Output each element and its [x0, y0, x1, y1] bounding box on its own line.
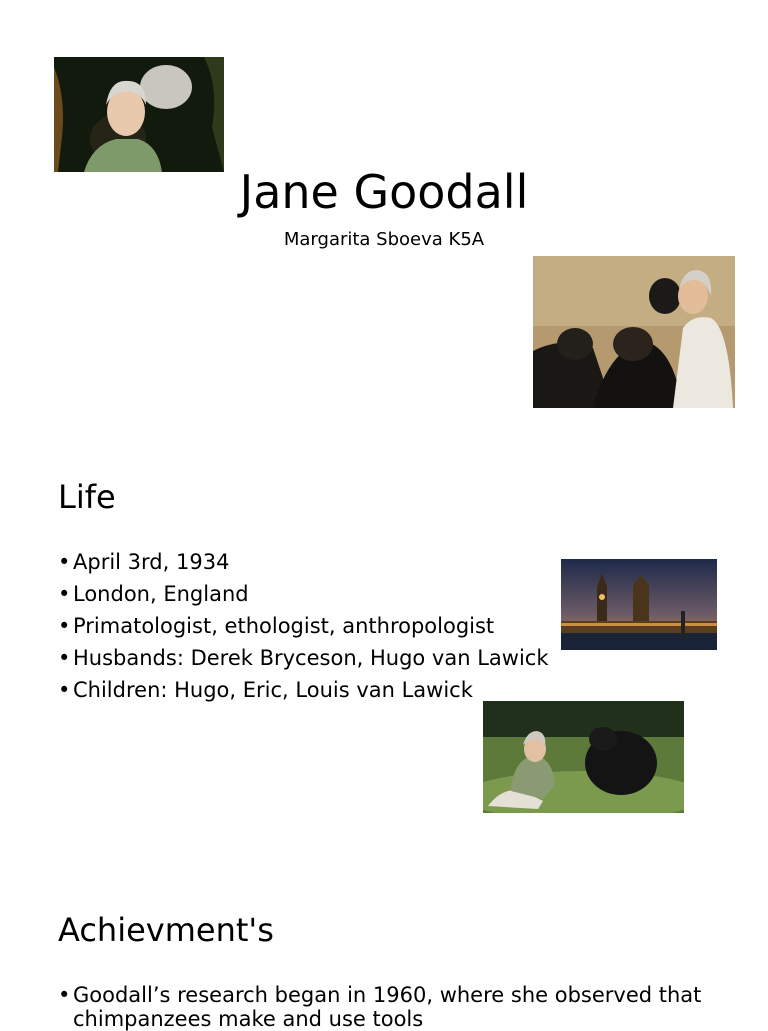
- presentation-subtitle: Margarita Sboeva K5A: [283, 229, 485, 250]
- life-heading: Life: [58, 478, 116, 516]
- achievements-heading: Achievment's: [58, 911, 274, 949]
- list-item: • Primatologist, ethologist, anthropologist: [58, 610, 549, 642]
- chimpanzees-group-photo: [533, 256, 735, 408]
- list-item: • April 3rd, 1934: [58, 546, 549, 578]
- list-item: • Husbands: Derek Bryceson, Hugo van Lawick: [58, 642, 549, 674]
- jane-portrait-photo: [54, 57, 224, 172]
- list-item: • Goodall’s research began in 1960, where she observed that chimpanzees make and use tools: [58, 983, 713, 1031]
- list-item: • Children: Hugo, Eric, Louis van Lawick: [58, 674, 549, 706]
- list-item: • London, England: [58, 578, 549, 610]
- life-bullet-list: [58, 546, 549, 706]
- jane-with-chimpanzee-photo: [483, 701, 684, 813]
- london-skyline-photo: [561, 559, 717, 650]
- presentation-title: Jane Goodall: [239, 165, 529, 219]
